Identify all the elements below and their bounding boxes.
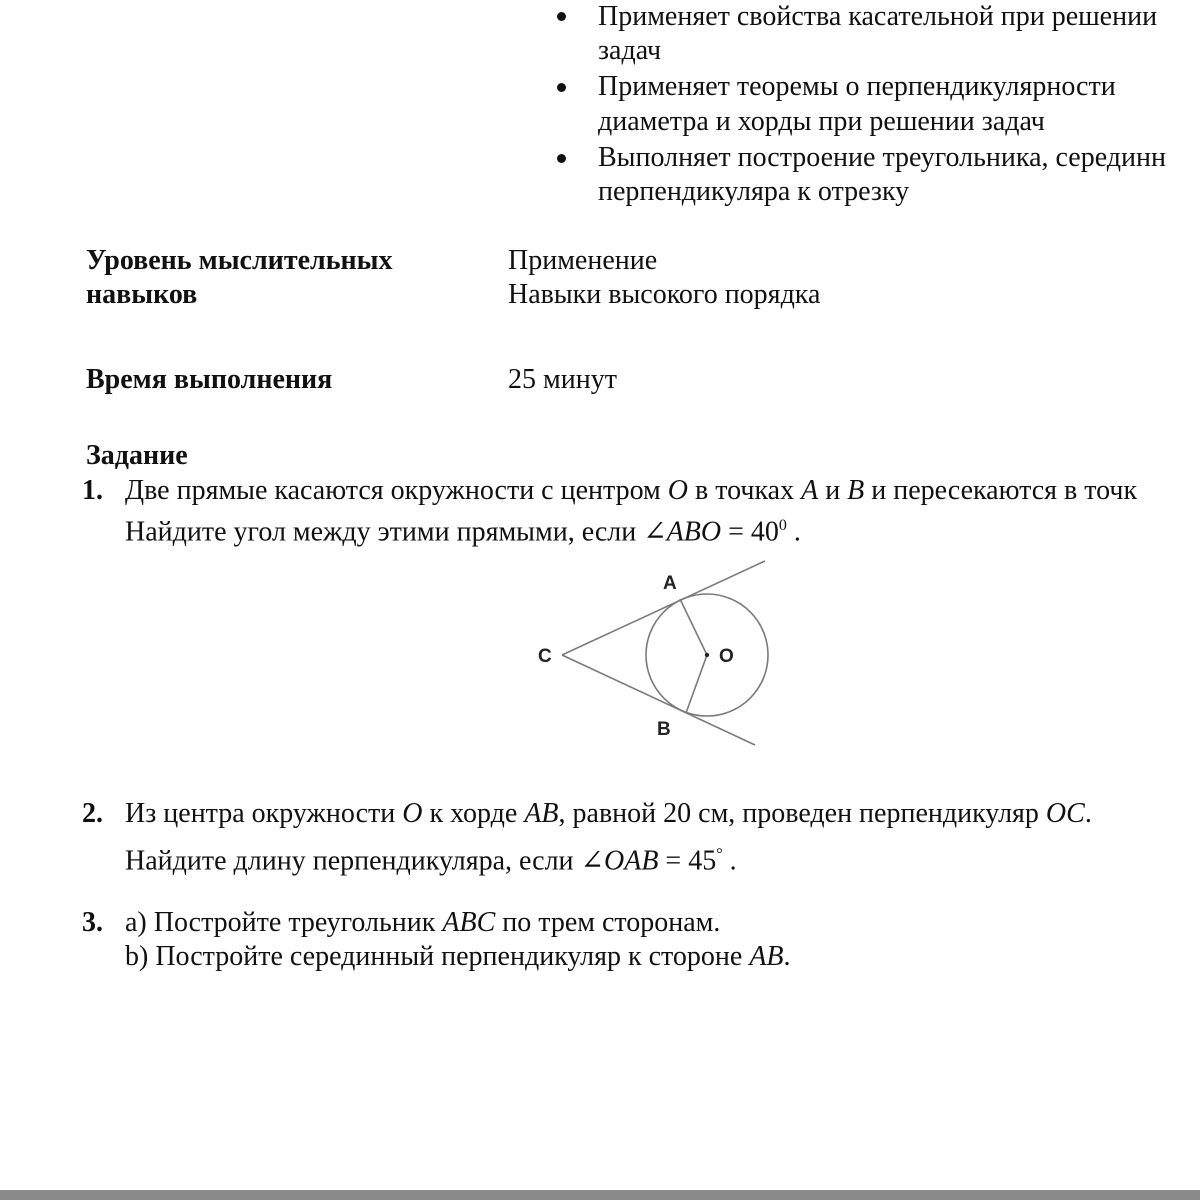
label-a: A (663, 573, 677, 594)
objective-1-line1: Применяет свойства касательной при решении (598, 1, 1158, 32)
task-1-line1: Две прямые касаются окружности с центром O в точках A и B и пересекаются в точк (125, 475, 1138, 506)
task-2-line2: Найдите длину перпендикуляра, если ∠OAB = 45° . (125, 845, 737, 877)
bullet-icon (557, 83, 566, 92)
task-3-line1: a) Постройте треугольник ABC по трем сторонам. (125, 907, 721, 938)
objective-3-line2: перпендикуляра к отрезку (598, 176, 910, 207)
task-1-line2: Найдите угол между этими прямыми, если ∠ABO = $40^0$ . (125, 516, 801, 548)
thinking-level-value-line2: Навыки высокого порядка (508, 279, 821, 310)
label-b: B (657, 719, 671, 740)
tangent-figure (520, 555, 800, 755)
label-c: C (538, 646, 552, 667)
objective-2-line1: Применяет теоремы о перпендикулярности (598, 71, 1116, 102)
thinking-level-value-line1: Применение (508, 245, 658, 276)
bullet-icon (557, 12, 566, 21)
radius-oa (680, 599, 707, 655)
duration-value: 25 минут (508, 364, 617, 395)
center-point (705, 653, 709, 657)
task-2-number: 2. (82, 798, 103, 829)
duration-label: Время выполнения (86, 364, 333, 395)
radius-ob (686, 655, 707, 713)
task-3-line2: b) Постройте серединный перпендикуляр к стороне AB. (125, 941, 791, 972)
task-1-number: 1. (82, 475, 103, 506)
label-o: O (719, 646, 734, 667)
objective-3-line1: Выполняет построение треугольника, серединн (598, 142, 1166, 173)
task-3-number: 3. (82, 907, 103, 938)
objective-2-line2: диаметра и хорды при решении задач (598, 106, 1045, 137)
objective-1-line2: задач (598, 35, 662, 66)
assignment-heading: Задание (86, 440, 188, 471)
bottom-edge-bar (0, 1190, 1200, 1200)
thinking-level-label-line2: навыков (86, 279, 198, 310)
task-2-line1: Из центра окружности O к хорде AB, равной 20 см, проведен перпендикуляр OC. (125, 798, 1092, 829)
bullet-icon (557, 154, 566, 163)
thinking-level-label-line1: Уровень мыслительных (86, 245, 393, 276)
